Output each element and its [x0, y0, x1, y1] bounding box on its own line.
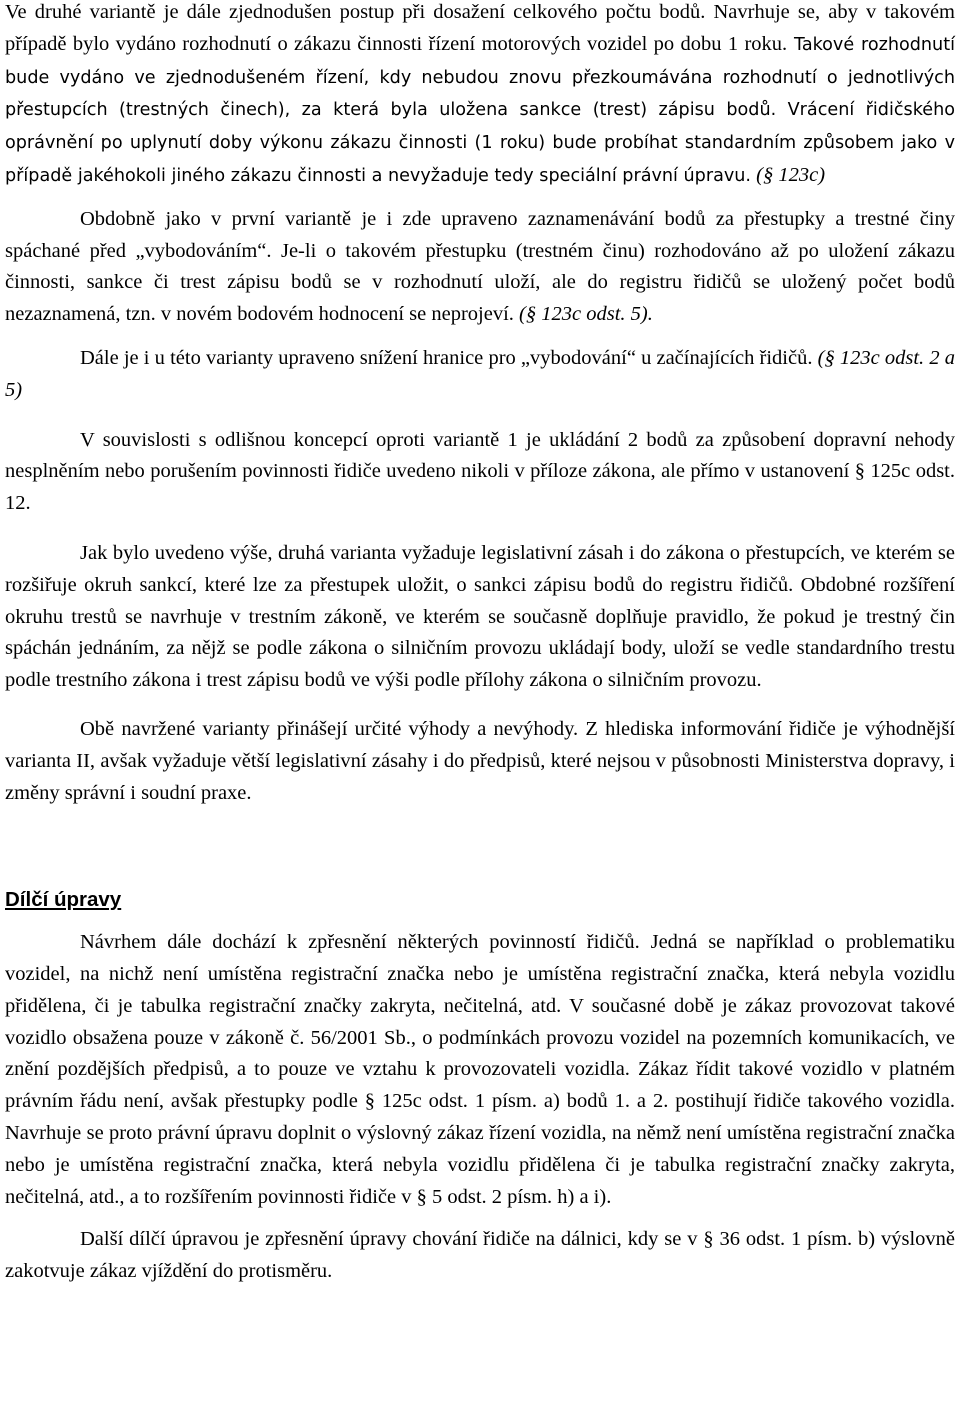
section-reference: (§ 123c odst. 5). — [513, 303, 653, 326]
paragraph-beginner-drivers — [5, 343, 955, 407]
section-reference: (§ 123c) — [751, 163, 826, 186]
paragraph-text-sans: Takové rozhodnutí bude vydáno ve zjednodušeném řízení, kdy nebudou znovu přezkoumávána rozhodnutí o jednotlivých přestupcích (trestných činech), za která byla uložena sankce (trest) zápisu bodů. Vrácení řidičského oprávnění po uplynutí doby výkonu zákazu činnosti (1 roku) bude probíhat standardním způsobem jako v případě jakéhokoli jiného zákazu činnosti a nevyžaduje tedy speciální právní úpravu. — [5, 34, 955, 186]
section-heading: Dílčí úpravy — [5, 888, 122, 912]
paragraph-legislative-intervention: Jak bylo uvedeno výše, druhá varianta vyžaduje legislativní zásah i do zákona o přestupcích, ve kterém se rozšiřuje okruh sankcí, které lze za přestupek uložit, o sankci zápisu bodů do registru řidičů. Obdobné rozšíření okruhu trestů se navrhuje v trestním zákoně, ve kterém se současně doplňuje pravidlo, že pokud je trestný čin spáchán jednáním, za nějž se podle zákona o silničním provozu ukládají body, uloží se vedle standardního trestu podle trestního zákona i trest zápisu bodů ve výši podle přílohy zákona o silničním provozu. — [5, 541, 955, 692]
paragraph-variants-comparison: Obě navržené varianty přinášejí určité výhody a nevýhody. Z hlediska informování řidiče je výhodnější varianta II, avšak vyžaduje větší legislativní zásahy i do předpisů, které nejsou v působnosti Ministerstva dopravy, i změny správní i soudní praxe. — [5, 717, 955, 804]
paragraph-driver-obligations: Návrhem dále dochází k zpřesnění některých povinností řidičů. Jedná se například o problematiku vozidel, na nichž není umístěna registrační značka nebo je umístěna registrační značka, která nebyla vozidlu přidělena, či je tabulka registrační značky zakryta, nečitelná, atd. V současné době je zákaz provozovat takové vozidlo obsažena pouze v zákoně č. 56/2001 Sb., o podmínkách provozu vozidel na pozemních komunikacích, ve znění pozdějších předpisů, a to pouze ve vztahu k provozovateli vozidla. Zákaz řídit takové vozidlo v platném právním řádu není, avšak přestupky podle § 125c odst. 1 písm. a) bodů 1. a 2. postihují řidiče takového vozidla. Navrhuje se proto právní úpravu doplnit o výslovný zákaz řízení vozidla, na němž není umístěna registrační značka nebo je umístěna registrační značka, která nebyla vozidlu přidělena či je tabulka registrační značky zakryta, nečitelná, atd., a to rozšířením povinnosti řidiče v § 5 odst. 2 písm. h) a i). — [5, 931, 955, 1208]
paragraph-variant-two-procedure — [5, 0, 955, 193]
document-page — [5, 0, 955, 1288]
paragraph-text: Ve druhé variantě je dále zjednodušen postup při dosažení celkového počtu bodů. Navrhuje se, aby v takovém případě bylo vydáno rozhodnutí o zákazu činnosti řízení motorových vozidel po dobu 1 roku. — [5, 1, 955, 55]
paragraph-text: Obdobně jako v první variantě je i zde upraveno zaznamenávání bodů za přestupky a trestné činy spáchané před „vybodováním“. Je-li o takovém přestupku (trestném činu) rozhodováno až po uložení zákazu činnosti, sankce či trest zápisu bodů se v rozhodnutí uloží, ale do registru řidičů se uložený počet bodů nezaznamená, tzn. v novém bodovém hodnocení se neprojeví. — [5, 207, 955, 326]
paragraph-traffic-accident-points: V souvislosti s odlišnou koncepcí oproti variantě 1 je ukládání 2 bodů za způsobení dopravní nehody nesplněním nebo porušením povinnosti řidiče uvedeno nikoli v příloze zákona, ale přímo v ustanovení § 125c odst. 12. — [5, 428, 955, 515]
paragraph-recording-points — [5, 204, 955, 331]
paragraph-motorway-behaviour: Další dílčí úpravou je zpřesnění úpravy chování řidiče na dálnici, kdy se v § 36 odst. 1 písm. b) výslovně zakotvuje zákaz vjíždění do protisměru. — [5, 1228, 955, 1283]
section-reference: (§ 123c odst. 2 a 5) — [5, 346, 955, 401]
paragraph-text: Dále je i u této varianty upraveno snížení hranice pro „vybodování“ u začínajících řidičů. — [80, 346, 813, 369]
